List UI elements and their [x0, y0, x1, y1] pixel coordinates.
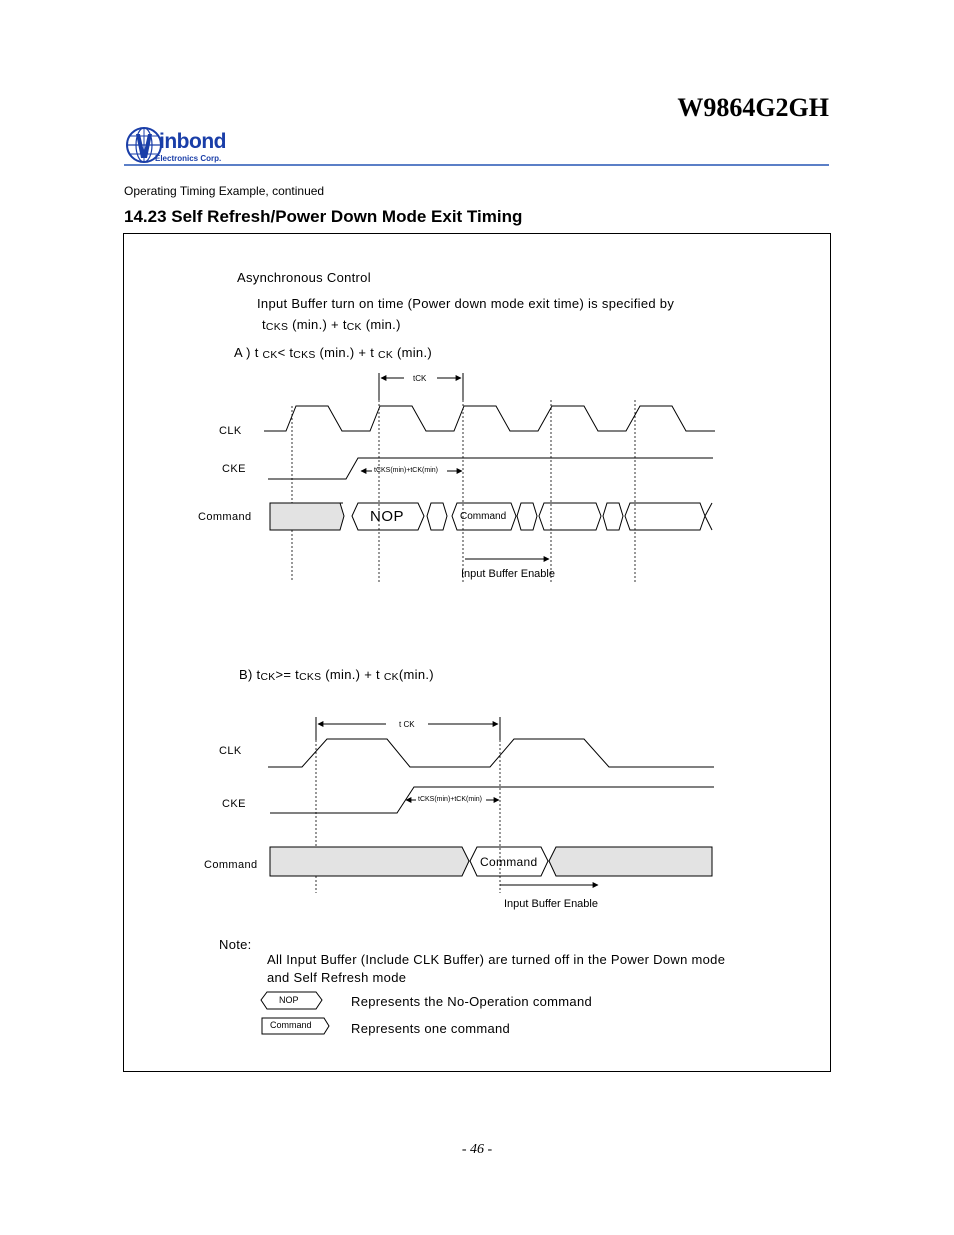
- note-nop-desc: Represents the No-Operation command: [351, 994, 593, 1009]
- note-command-desc: Represents one command: [351, 1021, 511, 1036]
- b-cmd-gray-left: [270, 847, 469, 876]
- b-tck-label: t CK: [399, 720, 415, 729]
- part-number: W9864G2GH: [677, 93, 829, 122]
- async-heading: Asynchronous Control: [237, 270, 371, 285]
- a-clk-waveform: [264, 406, 715, 431]
- b-clk-label: CLK: [219, 745, 242, 757]
- page-subtitle: Operating Timing Example, continued: [124, 184, 325, 198]
- note-line-1: All Input Buffer (Include CLK Buffer) are turned off in the Power Down mode: [267, 952, 726, 967]
- desc-line-2: $t_{CKS}$ $(\min.) + t_{CK}$ (min.): [262, 317, 401, 333]
- note-nop-symbol-text: NOP: [279, 995, 299, 1005]
- a-cmd-x5: [625, 503, 705, 530]
- page-number: - 46 -: [461, 1142, 493, 1157]
- b-command-label: Command: [204, 859, 258, 871]
- a-cmd-x3: [539, 503, 601, 530]
- desc-line-1: Input Buffer turn on time (Power down mode exit time) is specified by: [257, 296, 675, 311]
- a-tck-label: tCK: [413, 374, 427, 383]
- diagram-a: [264, 373, 715, 582]
- section-title: 14.23 Self Refresh/Power Down Mode Exit Timing: [124, 207, 523, 226]
- a-input-buffer-label: Input Buffer Enable: [461, 568, 555, 580]
- b-cke-label: CKE: [222, 798, 246, 810]
- b-command-box-label: Command: [480, 855, 538, 869]
- a-cmd-x1: [427, 503, 447, 530]
- a-cke-label: CKE: [222, 463, 246, 475]
- a-clk-label: CLK: [219, 425, 242, 437]
- b-tcks-label: tCKS(min)+tCK(min): [418, 796, 482, 803]
- logo-sub-text: Electronics Corp.: [155, 154, 222, 163]
- case-a-condition: A ) t $_{CK}< t_{CKS}$ (min.) + t $_{CK}$ (min.): [234, 345, 433, 361]
- note-line-2: and Self Refresh mode: [267, 970, 407, 985]
- a-command-label: Command: [198, 511, 252, 523]
- a-cmd-gray: [270, 503, 344, 530]
- b-input-buffer-label: Input Buffer Enable: [504, 898, 598, 910]
- note-command-symbol-text: Command: [270, 1020, 312, 1030]
- b-cmd-gray-right: [549, 847, 712, 876]
- a-command-box-label: Command: [460, 511, 507, 522]
- note-label: Note:: [219, 937, 252, 952]
- a-cmd-x2: [517, 503, 537, 530]
- logo-main-text: inbond: [159, 130, 226, 153]
- a-tcks-label: tCKS(min)+tCK(min): [374, 467, 438, 474]
- a-nop-label: NOP: [370, 508, 405, 525]
- a-cmd-x4: [603, 503, 623, 530]
- case-b-condition: B) $t_{CK}>= t_{CKS}$ (min.) + t $_{CK}$(min.): [239, 667, 434, 683]
- a-cke-waveform: [268, 458, 713, 479]
- b-clk-waveform: [268, 739, 714, 767]
